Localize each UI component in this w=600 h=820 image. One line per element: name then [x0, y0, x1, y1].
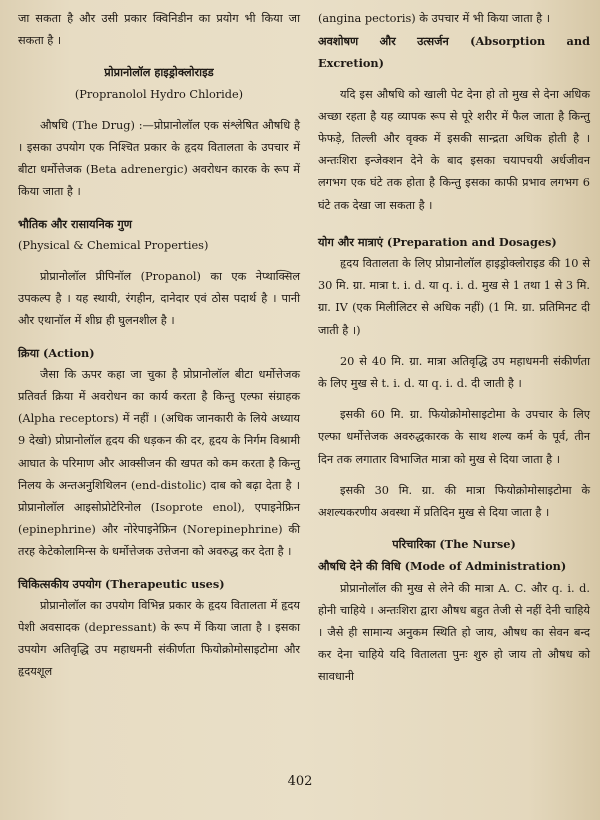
action-heading: क्रिया (Action) [18, 345, 95, 360]
preparation-heading: योग और मात्राएं (Preparation and Dosages) [318, 234, 557, 249]
preparation-paragraph-2: 20 से 40 मि. ग्रा. मात्रा अतिवृद्धि उप महाधमनी संकीर्णता के लिए मुख से t. i. d. या q. i. d. दी जाती है । [318, 354, 590, 391]
right-column [318, 8, 590, 689]
continued-paragraph-right: (angina pectoris) के उपचार में भी किया जाता है । [318, 12, 551, 25]
continued-paragraph: जा सकता है और उसी प्रकार क्विनिडीन का प्रयोग भी किया जा सकता है । [18, 12, 300, 48]
page-number: 402 [287, 774, 313, 789]
drug-title-hindi: प्रोप्रानोलॉल हाइड्रोक्लोराइड [104, 65, 214, 80]
drug-paragraph: औषधि (The Drug) :—प्रोप्रानोलॉल एक संश्लेषित औषधि है । इसका उपयोग एक निश्चित प्रकार के हृदय वितालता के उपचार में बीटा धर्मोत्तेजक (Beta adrenergic) अवरोधन कारक के रूप में किया जाता है । [18, 118, 300, 199]
therapeutic-uses-heading: चिकित्सकीय उपयोग (Therapeutic uses) [18, 576, 225, 591]
preparation-paragraph-1: हृदय वितालता के लिए प्रोप्रानोलॉल हाइड्रोक्लोराइड की 10 से 30 मि. ग्रा. मात्रा t. i. d. या q. i. d. मुख से 1 तथा 1 से 3 मि. ग्रा. IV (एक मिलीलिटर से अधिक नहीं) (1 मि. ग्रा. प्रतिमिनट दी जाती है ।) [318, 257, 590, 337]
physical-properties-heading-english: (Physical & Chemical Properties) [18, 238, 209, 252]
nurse-heading: परिचारिका (The Nurse) [392, 537, 516, 552]
absorption-paragraph: यदि इस औषधि को खाली पेट देना हो तो मुख से देना अधिक अच्छा रहता है यह व्यापक रूप से पूरे शरीर में फैल जाता है किन्तु फेफड़े, तिल्ली और वृक्क में इसकी सान्द्रता अधिक होती है । अन्तःशिरा इन्जेक्शन देने के बाद इसका चयापचयी अर्धजीवन लगभग एक घंटे तक होता है किन्तु इसका काफी प्रभाव लगभग 6 घंटे तक देखा जा सकता है । [318, 87, 590, 212]
physical-properties-paragraph: प्रोप्रानोलॉल प्रीपिनॉल (Propanol) का एक नेप्थाक्सिल उपकल्प है । यह स्थायी, रंगहीन, दानेदार एवं ठोस पदार्थ है । पानी और एथानॉल में शीघ्र ही घुलनशील है । [18, 270, 300, 328]
left-column [18, 8, 300, 684]
drug-title-english: (Propranolol Hydro Chloride) [74, 87, 244, 101]
physical-properties-heading: भौतिक और रासायनिक गुण [18, 216, 132, 231]
therapeutic-uses-paragraph: प्रोप्रानोलॉल का उपयोग विभिन्न प्रकार के हृदय वितालता में हृदय पेशी अवसादक (depressant) के रूप में किया जाता है । इसका उपयोग अतिवृद्धि उप महाधमनी संकीर्णता फियोक्रोमोसाइटोमा और हृदयशूल [18, 598, 300, 679]
preparation-paragraph-4: इसकी 30 मि. ग्रा. की मात्रा फियोक्रोमोसाइटोमा के अशल्यकरणीय अवस्था में प्रतिदिन मुख से दिया जाता है । [318, 483, 590, 520]
administration-heading: औषधि देने की विधि (Mode of Administration) [318, 559, 567, 574]
action-paragraph: जैसा कि ऊपर कहा जा चुका है प्रोप्रानोलॉल बीटा धर्मोत्तेजक प्रतिवर्त क्रिया में अवरोधन का कार्य करता है किन्तु एल्फा संग्राहक (Alpha receptors) में नहीं । (अधिक जानकारी के लिये अध्याय 9 देखो) प्रोप्रानोलॉल हृदय की धड़कन की दर, हृदय के निर्गम विश्रामी आघात के परिमाण और आक्सीजन की खपत को कम करता है किन्तु निलय के अन्तअनुशिथिलन (end-distolic) दाब को बढ़ा देता है । प्रोप्रानोलॉल आइसोप्रोटेरिनोल (Isoprote enol), एपाइनेफ्रिन (epinephrine) और नोरेपाइनेफ्रिन (Norepinephrine) की तरह केटेकोलामिन्स के धर्मोत्तेजक उत्तेजना को अवरुद्ध कर देता है । [18, 367, 300, 559]
administration-paragraph: प्रोप्रानोलॉल की मुख से लेने की मात्रा A. C. और q. i. d. होनी चाहिये । अन्तःशिरा द्वारा औषध बहुत तेजी से नहीं देनी चाहिये । जैसे ही सामान्य अनुकम स्थिति हो जाय, औषध का सेवन बन्द कर देना चाहिये यदि वितालता पुनः शुरु हो जाय तो औषध को सावधानी [318, 581, 590, 684]
preparation-paragraph-3: इसकी 60 मि. ग्रा. फियोक्रोमोसाइटोमा के उपचार के लिए एल्फा धर्मोत्तेजक अवरुद्धकारक के साथ शल्य कर्म के पूर्व, तीन दिन तक लगातार विभाजित मात्रा को मुख से दिया जाता है । [318, 408, 590, 466]
absorption-heading: अवशोषण और उत्सर्जन (Absorption and Excretion) [318, 34, 590, 71]
